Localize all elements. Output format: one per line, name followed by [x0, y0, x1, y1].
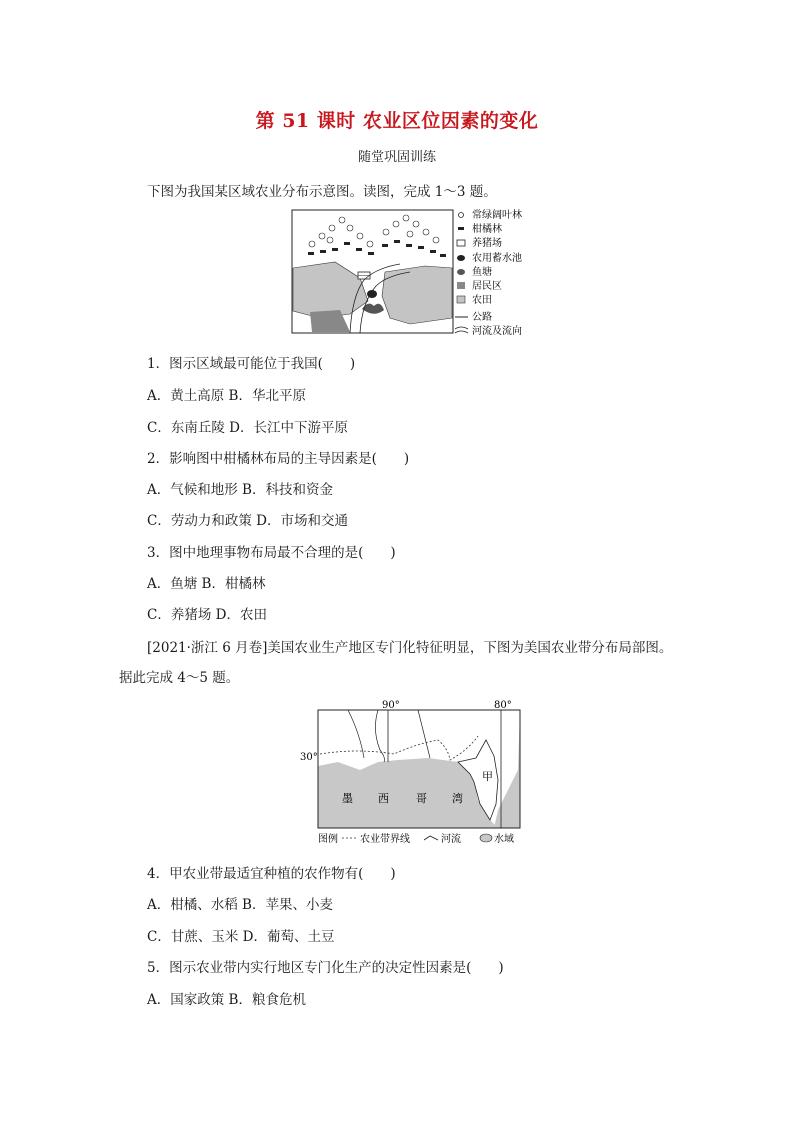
legend-label: 农用蓄水池: [472, 253, 522, 264]
gulf-label: 哥: [416, 792, 427, 805]
question-3-options-a-b: A．鱼塘 B．柑橘林: [147, 576, 266, 592]
question-3-options-c-d: C．养猪场 D．农田: [147, 607, 267, 623]
legend-label: 公路: [472, 312, 492, 323]
river-line: [375, 710, 384, 762]
question-1-options-c-d: C．东南丘陵 D．长江中下游平原: [147, 420, 348, 436]
question-3-stem: 3．图中地理事物布局最不合理的是( ): [147, 545, 396, 561]
latitude-label: 30°: [300, 752, 318, 763]
legend-label: 居民区: [472, 281, 502, 292]
legend-water: 水域: [494, 834, 514, 845]
longitude-label: 90°: [382, 700, 400, 711]
legend-boundary: 农业带界线: [360, 834, 410, 845]
legend-water-symbol: [480, 834, 492, 842]
intro-text-2: [2021·浙江 6 月卷]美国农业生产地区专门化特征明显，下图为美国农业带分布局部图。: [147, 640, 673, 656]
legend-label: 鱼塘: [472, 267, 492, 278]
gulf-label: 墨: [342, 792, 353, 805]
river-line: [418, 710, 430, 758]
figure-agriculture-map: [290, 206, 540, 338]
question-2-options-a-b: A．气候和地形 B．科技和资金: [147, 482, 333, 498]
question-5-stem: 5．图示农业带内实行地区专门化生产的决定性因素是( ): [147, 960, 504, 976]
question-4-options-a-b: A．柑橘、水稻 B．苹果、小麦: [147, 897, 333, 913]
page-title: 第 51 课时 农业区位因素的变化: [255, 110, 539, 132]
region-jia-label: 甲: [482, 770, 493, 783]
intro-text-1: 下图为我国某区域农业分布示意图。读图，完成 1～3 题。: [147, 184, 497, 200]
gulf-label: 西: [378, 792, 389, 805]
legend-label: 柑橘林: [472, 224, 502, 235]
question-5-options-a-b: A．国家政策 B．粮食危机: [147, 992, 306, 1008]
longitude-label: 80°: [494, 700, 512, 711]
agri-belt-boundary: [320, 736, 478, 760]
gulf-label: 湾: [452, 792, 463, 805]
question-2-stem: 2．影响图中柑橘林布局的主导因素是( ): [147, 451, 410, 467]
figure-us-agriculture-map: [298, 700, 528, 846]
section-subtitle: 随堂巩固训练: [357, 150, 436, 165]
legend-title: 图例: [318, 834, 338, 845]
farmland-right: [382, 266, 452, 324]
atlantic-water: [494, 712, 520, 828]
legend-label: 养猪场: [472, 238, 502, 249]
question-1-stem: 1．图示区域最可能位于我国( ): [147, 356, 356, 372]
intro-text-2-cont: 据此完成 4～5 题。: [119, 670, 240, 686]
legend-river: 河流: [441, 834, 461, 845]
question-4-stem: 4．甲农业带最适宜种植的农作物有( ): [147, 866, 396, 882]
question-1-options-a-b: A．黄土高原 B．华北平原: [147, 388, 306, 404]
legend-label: 农田: [472, 295, 492, 306]
question-4-options-c-d: C．甘蔗、玉米 D．葡萄、土豆: [147, 929, 335, 945]
legend-label: 河流及流向: [472, 326, 522, 337]
legend-label: 常绿阔叶林: [472, 210, 522, 221]
question-2-options-c-d: C．劳动力和政策 D．市场和交通: [147, 513, 348, 529]
legend-river-symbol: [424, 836, 438, 840]
